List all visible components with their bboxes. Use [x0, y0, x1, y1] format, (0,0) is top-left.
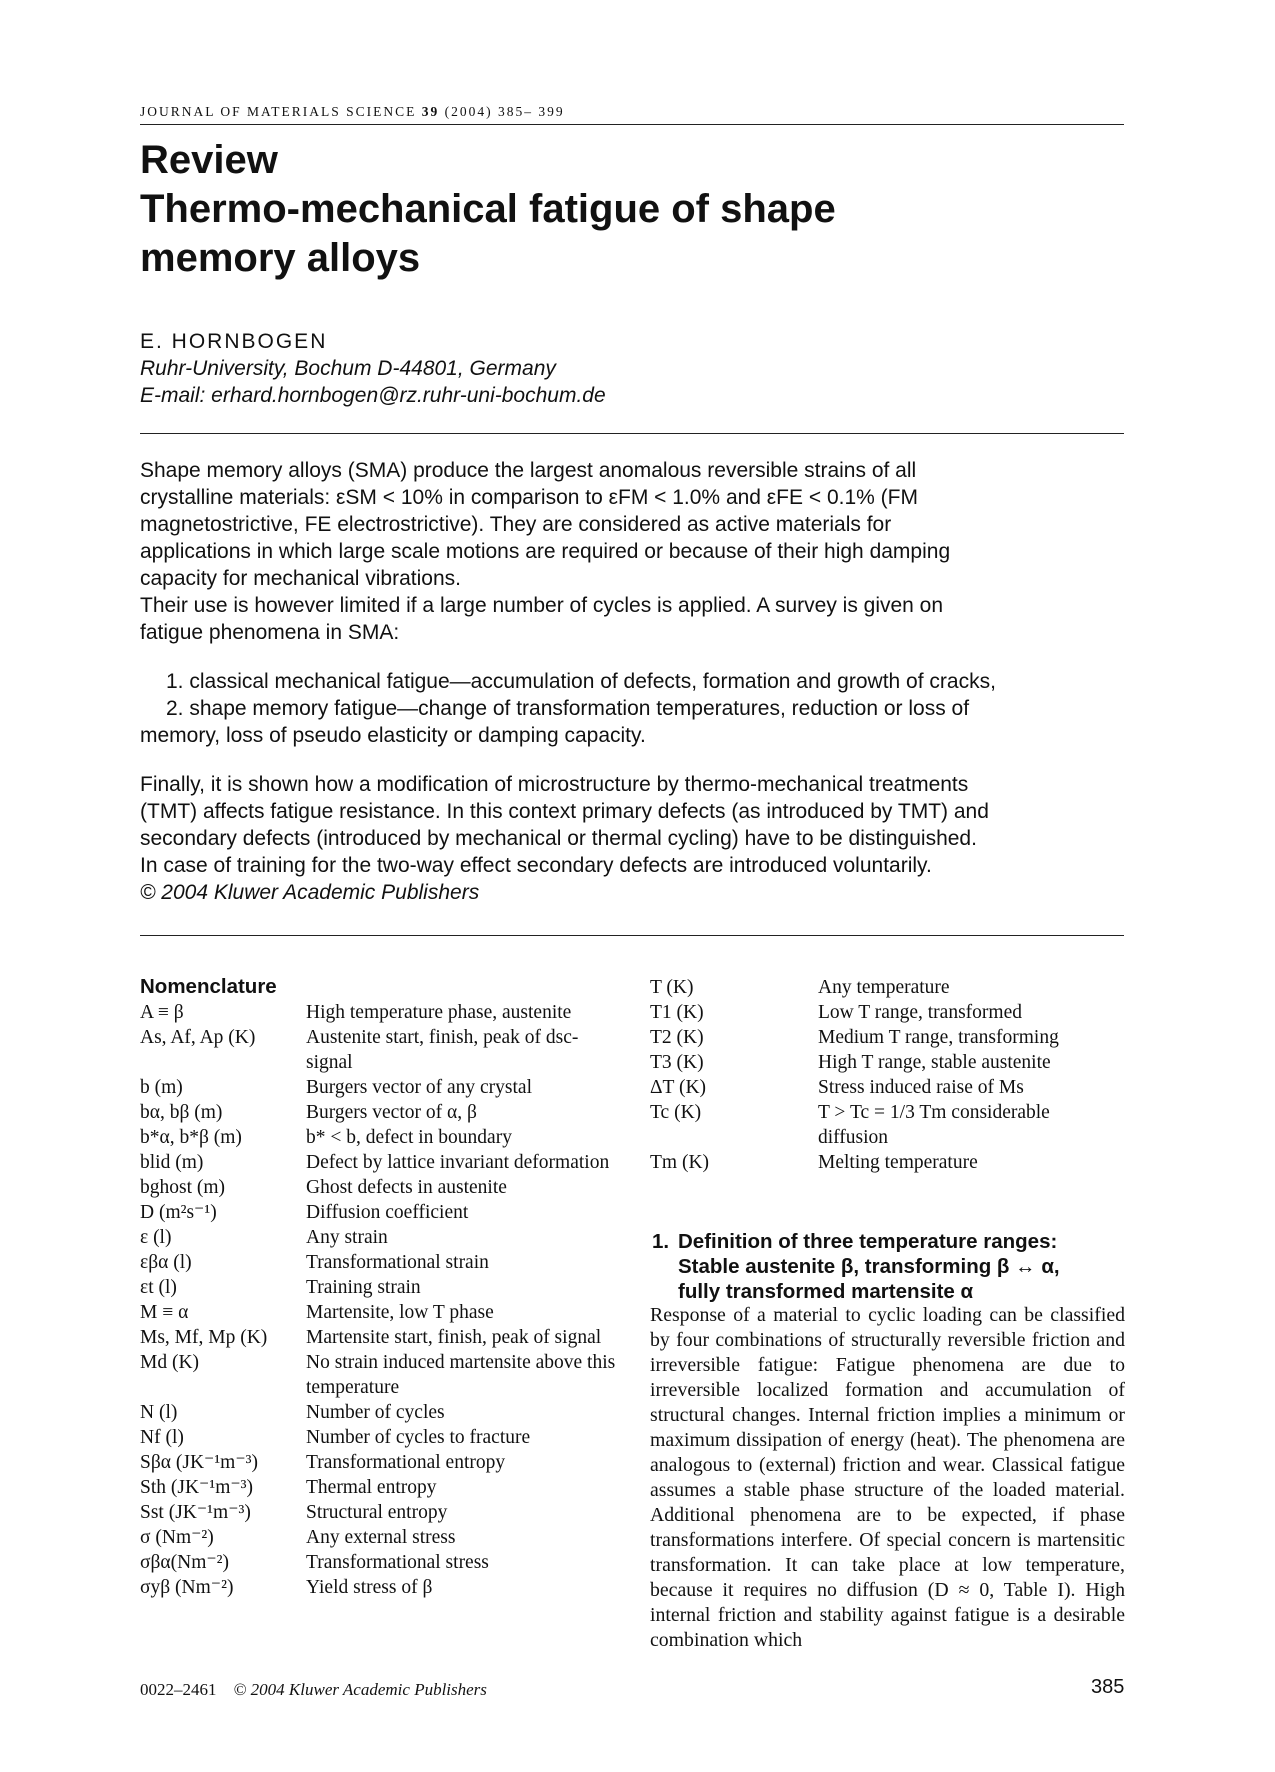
abstract-list-item-2: 2. shape memory fatigue—change of transformation temperatures, reduction or loss of — [166, 697, 970, 720]
nomenclature-description: Training strain — [306, 1277, 421, 1298]
nomenclature-row — [140, 1300, 616, 1325]
nomenclature-symbol: blid (m) — [140, 1152, 204, 1173]
nomenclature-row — [140, 1000, 616, 1025]
nomenclature-description: b* < b, defect in boundary — [306, 1127, 512, 1148]
nomenclature-description: High T range, stable austenite — [818, 1052, 1051, 1073]
nomenclature-symbol: Ms, Mf, Mp (K) — [140, 1327, 268, 1348]
nomenclature-description: Number of cycles to fracture — [306, 1427, 531, 1448]
nomenclature-description: High temperature phase, austenite — [306, 1002, 572, 1023]
section-1-heading — [652, 1229, 1132, 1304]
nomenclature-description: Any temperature — [818, 977, 950, 998]
nomenclature-row — [140, 1125, 616, 1150]
abstract-line: Their use is however limited if a large number of cycles is applied. A survey is given on — [140, 594, 944, 617]
abstract-line: magnetostrictive, FE electrostrictive). They are considered as active materials for — [140, 513, 892, 536]
abstract-copyright: © 2004 Kluwer Academic Publishers — [140, 881, 480, 904]
nomenclature-description: Martensite start, finish, peak of signal — [306, 1327, 602, 1348]
nomenclature-description: Structural entropy — [306, 1502, 448, 1523]
footer-copyright: © 2004 Kluwer Academic Publishers — [233, 1680, 487, 1699]
nomenclature-symbol: Md (K) — [140, 1352, 200, 1373]
nomenclature-description: Number of cycles — [306, 1402, 445, 1423]
nomenclature-symbol: Tm (K) — [650, 1152, 710, 1173]
nomenclature-symbol: εt (l) — [140, 1277, 177, 1298]
abstract-list-item-1: 1. classical mechanical fatigue—accumulation of defects, formation and growth of cracks, — [166, 670, 996, 693]
nomenclature-row — [140, 1025, 616, 1075]
nomenclature-row — [140, 1250, 616, 1275]
nomenclature-description: Thermal entropy — [306, 1477, 437, 1498]
footer-issn: 0022–2461 — [140, 1680, 217, 1699]
nomenclature-symbol: σyβ (Nm⁻²) — [140, 1577, 234, 1598]
nomenclature-description: Medium T range, transforming — [818, 1027, 1059, 1048]
nomenclature-symbol: σβα(Nm⁻²) — [140, 1552, 230, 1573]
journal-header — [140, 104, 565, 120]
nomenclature-symbol: σ (Nm⁻²) — [140, 1527, 214, 1548]
nomenclature-symbol: Nf (l) — [140, 1427, 184, 1448]
nomenclature-description: Melting temperature — [818, 1152, 978, 1173]
abstract-line: crystalline materials: εSM < 10% in comparison to εFM < 1.0% and εFE < 0.1% (FM — [140, 486, 918, 509]
nomenclature-description: Defect by lattice invariant deformation — [306, 1152, 610, 1173]
nomenclature-symbol: T1 (K) — [650, 1002, 704, 1023]
nomenclature-symbol: ε (l) — [140, 1227, 172, 1248]
abstract-top-rule — [140, 433, 1124, 434]
nomenclature-row — [140, 1475, 616, 1500]
abstract-line: capacity for mechanical vibrations. — [140, 567, 461, 590]
nomenclature-row — [140, 1550, 616, 1575]
nomenclature-symbol: Sβα (JK⁻¹m⁻³) — [140, 1452, 258, 1473]
author-affiliation: Ruhr-University, Bochum D-44801, Germany — [140, 357, 556, 380]
nomenclature-symbol: b (m) — [140, 1077, 183, 1098]
nomenclature-row — [650, 1075, 1108, 1100]
nomenclature-row — [140, 1200, 616, 1225]
nomenclature-description: Any external stress — [306, 1527, 456, 1548]
author-name: E. HORNBOGEN — [140, 330, 328, 353]
page-number: 385 — [1091, 1676, 1125, 1698]
nomenclature-symbol: bghost (m) — [140, 1177, 226, 1198]
section-heading-line: fully transformed martensite α — [678, 1280, 974, 1303]
nomenclature-symbol: M ≡ α — [140, 1302, 189, 1323]
nomenclature-description: Transformational entropy — [306, 1452, 506, 1473]
nomenclature-row — [140, 1175, 616, 1200]
nomenclature-table-left — [140, 1000, 616, 1600]
nomenclature-symbol: A ≡ β — [140, 1002, 184, 1023]
nomenclature-symbol: D (m²s⁻¹) — [140, 1202, 217, 1223]
nomenclature-description: Burgers vector of any crystal — [306, 1077, 532, 1098]
nomenclature-description: T > Tc = 1/3 Tm considerable diffusion — [818, 1102, 1050, 1148]
author-affiliation-block — [140, 355, 606, 409]
nomenclature-symbol: Sst (JK⁻¹m⁻³) — [140, 1502, 251, 1523]
nomenclature-description: Diffusion coefficient — [306, 1202, 469, 1223]
nomenclature-symbol: N (l) — [140, 1402, 178, 1423]
nomenclature-row — [140, 1575, 616, 1600]
nomenclature-description: Stress induced raise of Ms — [818, 1077, 1024, 1098]
abstract-line: (TMT) affects fatigue resistance. In this context primary defects (as introduced by TMT) and — [140, 800, 989, 823]
nomenclature-row — [650, 1025, 1108, 1050]
section-heading-line: Stable austenite β, transforming β ↔ α, — [678, 1255, 1060, 1278]
nomenclature-symbol: Sth (JK⁻¹m⁻³) — [140, 1477, 253, 1498]
nomenclature-heading: Nomenclature — [140, 975, 277, 998]
nomenclature-row — [140, 1500, 616, 1525]
nomenclature-row — [140, 1225, 616, 1250]
nomenclature-description: Austenite start, finish, peak of dsc-signal — [306, 1027, 579, 1073]
nomenclature-symbol: T3 (K) — [650, 1052, 704, 1073]
abstract-line: In case of training for the two-way effect secondary defects are introduced voluntarily. — [140, 854, 932, 877]
nomenclature-description: Transformational stress — [306, 1552, 489, 1573]
header-rule — [140, 124, 1124, 125]
nomenclature-description: Low T range, transformed — [818, 1002, 1022, 1023]
title-line-2: Thermo-mechanical fatigue of shape — [140, 187, 836, 231]
section-1-body: Response of a material to cyclic loading can be classified by four combinations of structurally reversible friction and irreversible fatigue: Fatigue phenomena are due to irreversible localized formation and accumulation of structural changes. Internal friction implies a minimum or maximum dissipation of energy (heat). The phenomena are analogous to (external) friction and wear. Classical fatigue assumes a stable phase structure of the loaded material. Additional phenomena are to be expected, if phase transformations interfere. Of special concern is martensitic transformation. It can take place at low temperature, because it requires no diffusion (D ≈ 0, Table I). High internal friction and stability against fatigue is a desirable combination which — [650, 1304, 1125, 1651]
nomenclature-symbol: εβα (l) — [140, 1252, 192, 1273]
nomenclature-description: No strain induced martensite above this temperature — [306, 1352, 616, 1398]
nomenclature-row — [140, 1275, 616, 1300]
nomenclature-row — [650, 1000, 1108, 1025]
journal-volume: 39 — [421, 104, 440, 119]
nomenclature-description: Ghost defects in austenite — [306, 1177, 507, 1198]
author-email[interactable]: E-mail: erhard.hornbogen@rz.ruhr-uni-bochum.de — [140, 384, 606, 407]
nomenclature-symbol: b*α, b*β (m) — [140, 1127, 242, 1148]
footer-left — [140, 1680, 487, 1700]
abstract-line: applications in which large scale motions are required or because of their high damping — [140, 540, 951, 563]
nomenclature-row — [140, 1075, 616, 1100]
nomenclature-row — [140, 1325, 616, 1350]
nomenclature-row — [140, 1450, 616, 1475]
abstract-bottom-rule — [140, 935, 1124, 936]
nomenclature-row — [140, 1100, 616, 1125]
abstract-line: Finally, it is shown how a modification of microstructure by thermo-mechanical treatments — [140, 773, 969, 796]
nomenclature-description: Any strain — [306, 1227, 388, 1248]
title-line-1: Review — [140, 138, 278, 182]
nomenclature-row — [650, 1100, 1108, 1150]
journal-year-pages: (2004) 385– 399 — [444, 104, 565, 119]
nomenclature-symbol: T (K) — [650, 977, 694, 998]
nomenclature-table-right — [650, 975, 1108, 1175]
nomenclature-symbol: As, Af, Ap (K) — [140, 1027, 256, 1048]
nomenclature-symbol: Tc (K) — [650, 1102, 702, 1123]
nomenclature-symbol: T2 (K) — [650, 1027, 704, 1048]
nomenclature-row — [650, 1150, 1108, 1175]
nomenclature-row — [140, 1400, 616, 1425]
nomenclature-row — [650, 1050, 1108, 1075]
nomenclature-description: Transformational strain — [306, 1252, 489, 1273]
nomenclature-description: Yield stress of β — [306, 1577, 433, 1598]
nomenclature-description: Burgers vector of α, β — [306, 1102, 477, 1123]
nomenclature-row — [140, 1525, 616, 1550]
nomenclature-symbol: bα, bβ (m) — [140, 1102, 223, 1123]
section-heading-line: Definition of three temperature ranges: — [678, 1230, 1058, 1253]
section-number: 1. — [652, 1230, 670, 1253]
title-line-3: memory alloys — [140, 236, 421, 280]
nomenclature-description: Martensite, low T phase — [306, 1302, 494, 1323]
journal-name: JOURNAL OF MATERIALS SCIENCE — [140, 104, 417, 119]
abstract-line: Shape memory alloys (SMA) produce the largest anomalous reversible strains of all — [140, 459, 917, 482]
abstract-list-item-2-cont: memory, loss of pseudo elasticity or damping capacity. — [140, 724, 646, 747]
nomenclature-row — [140, 1150, 616, 1175]
abstract — [140, 457, 1130, 906]
nomenclature-symbol: ΔT (K) — [650, 1077, 707, 1098]
nomenclature-row — [140, 1350, 616, 1400]
abstract-line: fatigue phenomena in SMA: — [140, 621, 400, 644]
abstract-line: secondary defects (introduced by mechanical or thermal cycling) have to be distinguished. — [140, 827, 977, 850]
nomenclature-row — [650, 975, 1108, 1000]
page-title — [140, 136, 1040, 283]
nomenclature-row — [140, 1425, 616, 1450]
